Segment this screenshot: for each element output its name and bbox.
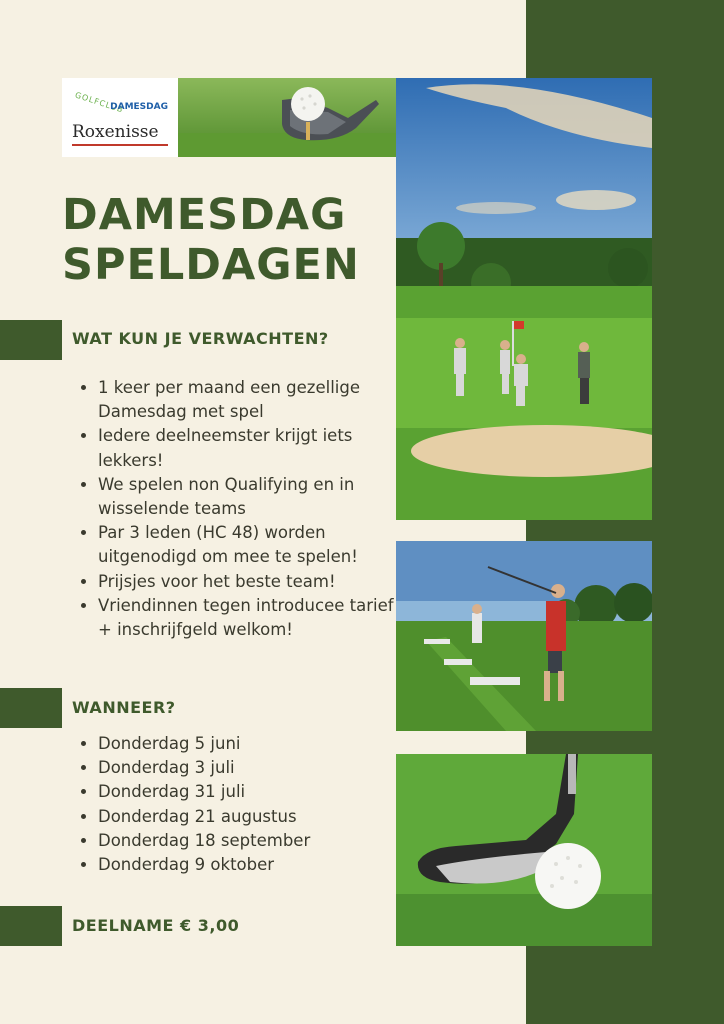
driving-range-illustration <box>396 541 652 731</box>
driving-range-photo <box>396 541 652 731</box>
page-title <box>62 190 360 290</box>
when-heading: WANNEER? <box>72 698 176 717</box>
list-item: • We spelen non Qualifying en in wisselende teams <box>98 473 398 521</box>
golf-course-illustration <box>396 78 652 520</box>
date-item: • Donderdag 9 oktober <box>98 853 398 877</box>
logo-name-text: Roxenisse <box>72 122 159 142</box>
list-item: • Par 3 leden (HC 48) worden uitgenodigd om mee te spelen! <box>98 521 398 569</box>
driver-ball-photo <box>396 754 652 946</box>
logo-top-text: DAMESDAG <box>110 102 168 112</box>
expect-heading: WAT KUN JE VERWACHTEN? <box>72 329 329 348</box>
date-item: • Donderdag 31 juli <box>98 780 398 804</box>
list-item: • Vriendinnen tegen introducee tarief + inschrijfgeld welkom! <box>98 594 398 642</box>
list-item: • 1 keer per maand een gezellige Damesdag met spel <box>98 376 398 424</box>
accent-bar-fee <box>0 906 62 946</box>
golfers-green-photo <box>396 78 652 520</box>
logo-arc-text: GOLFCLUB <box>73 90 125 115</box>
list-item: • Iedere deelneemster krijgt iets lekkers! <box>98 424 398 472</box>
driver-ball-illustration <box>396 754 652 946</box>
title-line-2: SPELDAGEN <box>62 240 360 290</box>
date-item: • Donderdag 18 september <box>98 829 398 853</box>
list-item: • Prijsjes voor het beste team! <box>98 570 398 594</box>
accent-bar-when <box>0 688 62 728</box>
date-item: • Donderdag 3 juli <box>98 756 398 780</box>
club-logo <box>62 78 178 157</box>
fee-label: DEELNAME € 3,00 <box>72 916 240 935</box>
date-item: • Donderdag 21 augustus <box>98 805 398 829</box>
accent-bar-expect <box>0 320 62 360</box>
banner-driver-photo <box>178 78 396 157</box>
logo-underline <box>72 144 168 146</box>
driver-illustration <box>178 78 396 157</box>
title-line-1: DAMESDAG <box>62 190 347 240</box>
dates-list <box>74 732 398 877</box>
expect-list <box>74 376 398 642</box>
date-item: • Donderdag 5 juni <box>98 732 398 756</box>
